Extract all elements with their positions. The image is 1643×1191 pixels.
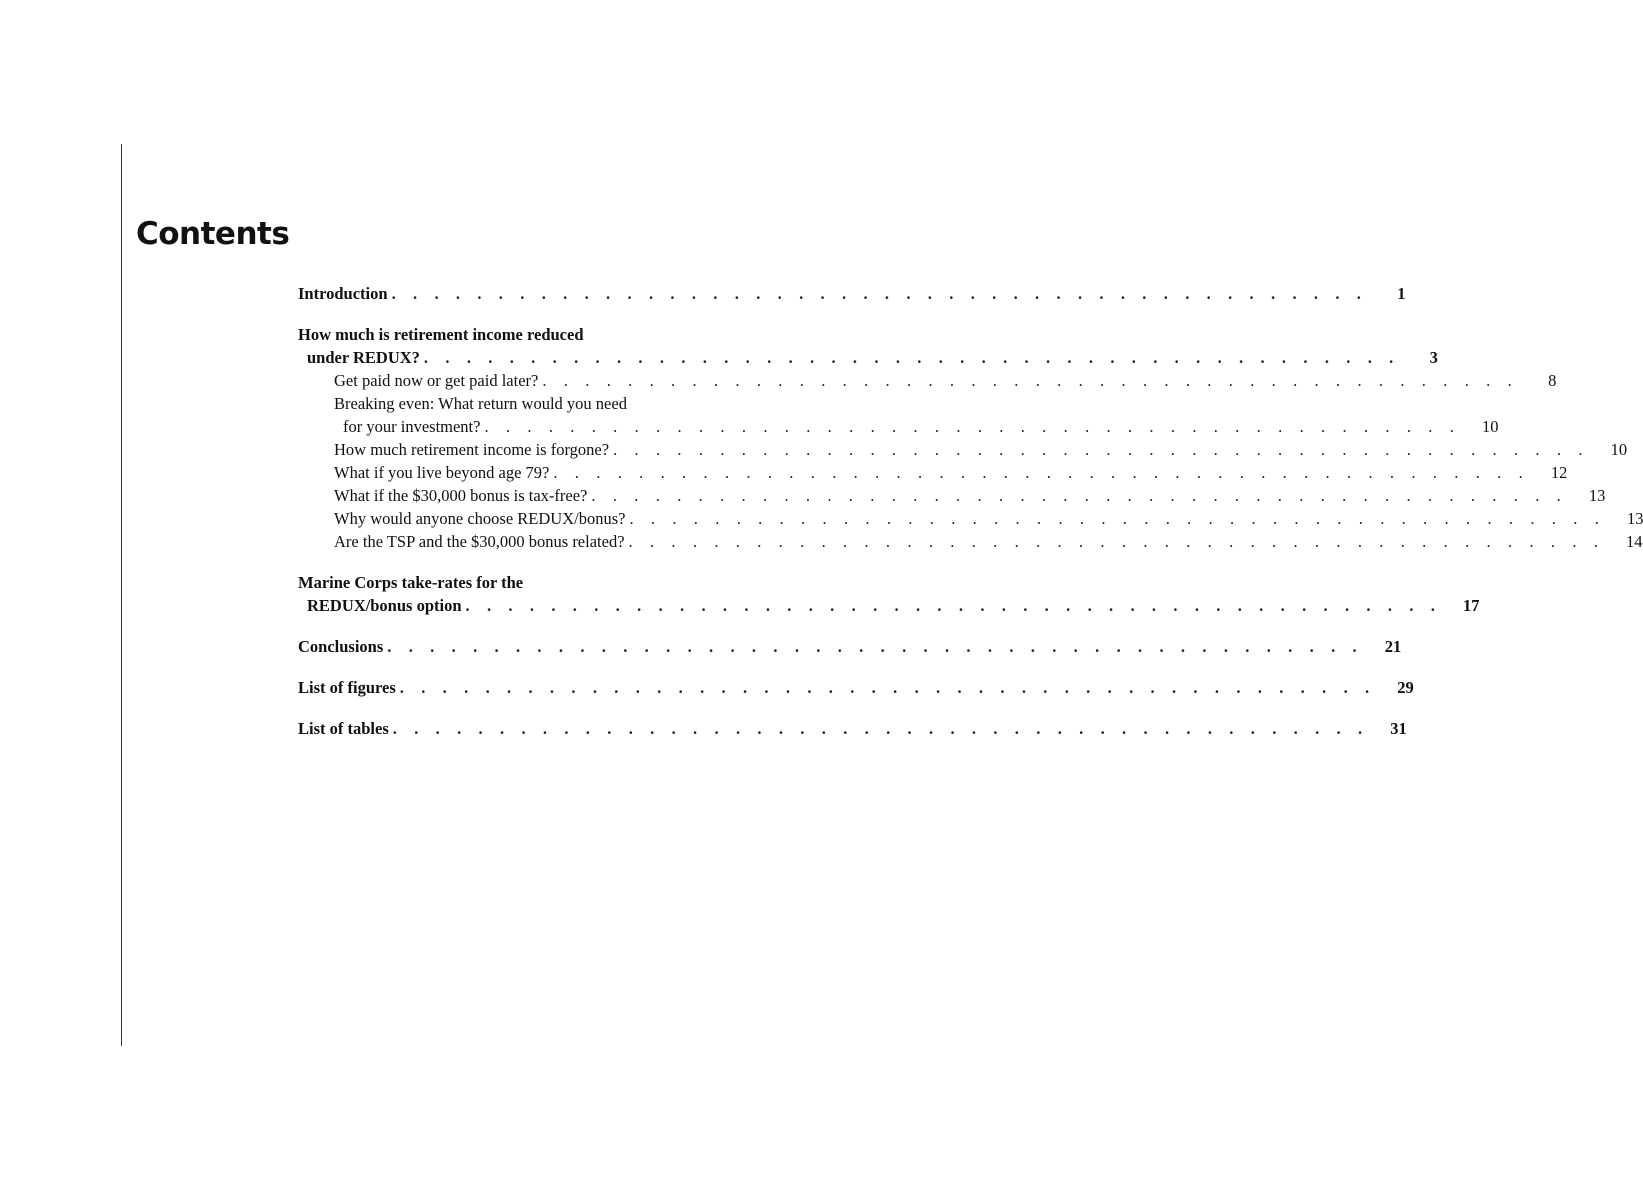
margin-rule — [121, 144, 122, 1046]
toc-subentry-why-choose[interactable] — [298, 507, 1643, 530]
toc-entry-title: Breaking even: What return would you need — [334, 394, 627, 413]
dot-leader: . . . . . . . . . . . . . . . . . . . . . . . . . . . . . . . . . . . . . . . . . . . . . . — [387, 637, 1364, 656]
toc-entry-title-continued: under REDUX? — [307, 348, 420, 367]
toc-entry-title: List of figures — [298, 678, 396, 697]
dot-leader: . . . . . . . . . . . . . . . . . . . . . . . . . . . . . . . . . . . . . . . . . . . . . . — [392, 719, 1369, 738]
dot-leader: . . . . . . . . . . . . . . . . . . . . . . . . . . . . . . . . . . . . . . . . . . . . . . — [465, 596, 1442, 615]
toc-entry-title-continued: for your investment? — [343, 417, 481, 436]
toc-entry-title: List of tables — [298, 719, 389, 738]
toc-page-number: 10 — [1481, 417, 1499, 436]
dot-leader: . . . . . . . . . . . . . . . . . . . . . . . . . . . . . . . . . . . . . . . . . . . . . . — [553, 463, 1530, 482]
dot-leader: . . . . . . . . . . . . . . . . . . . . . . . . . . . . . . . . . . . . . . . . . . . . . . — [629, 509, 1606, 528]
dot-leader: . . . . . . . . . . . . . . . . . . . . . . . . . . . . . . . . . . . . . . . . . . . . . . — [391, 284, 1368, 303]
toc-page-number: 8 — [1548, 371, 1557, 390]
toc-page-number: 12 — [1550, 463, 1568, 482]
toc-page-number: 1 — [1397, 284, 1406, 303]
dot-leader: . . . . . . . . . . . . . . . . . . . . . . . . . . . . . . . . . . . . . . . . . . . . . . — [613, 440, 1590, 459]
toc-subentry-income-forgone[interactable] — [298, 438, 1628, 461]
toc-entry-title: How much retirement income is forgone? — [334, 440, 610, 459]
toc-page-number: 29 — [1397, 678, 1414, 697]
toc-subentry-tsp-related[interactable] — [298, 530, 1643, 553]
dot-leader: . . . . . . . . . . . . . . . . . . . . . . . . . . . . . . . . . . . . . . . . . . . . . . — [628, 532, 1605, 551]
toc-subentry-breaking-even[interactable] — [298, 392, 1499, 438]
toc-entry-list-of-tables[interactable] — [298, 717, 1407, 740]
toc-page-number: 3 — [1429, 348, 1438, 367]
toc-entry-title: What if the $30,000 bonus is tax-free? — [334, 486, 588, 505]
toc-entry-title-line — [298, 415, 1499, 438]
table-of-contents — [298, 282, 1643, 740]
toc-entry-title-continued: REDUX/bonus option — [307, 596, 462, 615]
toc-entry-title-line — [298, 594, 1480, 617]
toc-entry-marine-corps[interactable] — [298, 571, 1480, 617]
toc-entry-title-line — [298, 571, 812, 594]
toc-entry-title: Why would anyone choose REDUX/bonus? — [334, 509, 626, 528]
dot-leader: . . . . . . . . . . . . . . . . . . . . . . . . . . . . . . . . . . . . . . . . . . . . . . — [399, 678, 1376, 697]
toc-entry-title: What if you live beyond age 79? — [334, 463, 550, 482]
toc-entry-title-line — [298, 323, 812, 346]
dot-leader: . . . . . . . . . . . . . . . . . . . . . . . . . . . . . . . . . . . . . . . . . . . . . . — [484, 417, 1461, 436]
dot-leader: . . . . . . . . . . . . . . . . . . . . . . . . . . . . . . . . . . . . . . . . . . . . . . — [423, 348, 1400, 367]
toc-page-number: 21 — [1384, 637, 1402, 656]
toc-entry-list-of-figures[interactable] — [298, 676, 1414, 699]
toc-entry-title: Marine Corps take-rates for the — [298, 573, 524, 592]
toc-page-number: 17 — [1463, 596, 1480, 615]
toc-entry-title: Conclusions — [298, 637, 384, 656]
toc-entry-title: Get paid now or get paid later? — [334, 371, 539, 390]
toc-subentry-paid-now-later[interactable] — [298, 369, 1557, 392]
dot-leader: . . . . . . . . . . . . . . . . . . . . . . . . . . . . . . . . . . . . . . . . . . . . . . — [542, 371, 1519, 390]
toc-entry-retirement-income[interactable] — [298, 323, 1438, 369]
toc-subentry-live-beyond[interactable] — [298, 461, 1568, 484]
toc-entry-title: How much is retirement income reduced — [298, 325, 584, 344]
toc-page-number: 31 — [1390, 719, 1407, 738]
page-title: Contents — [136, 216, 290, 252]
dot-leader: . . . . . . . . . . . . . . . . . . . . . . . . . . . . . . . . . . . . . . . . . . . . . . — [591, 486, 1568, 505]
toc-page-number: 14 — [1626, 532, 1643, 551]
toc-entry-conclusions[interactable] — [298, 635, 1402, 658]
toc-entry-title: Are the TSP and the $30,000 bonus related? — [334, 532, 625, 551]
toc-page-number: 10 — [1610, 440, 1628, 459]
toc-entry-title: Introduction — [298, 284, 388, 303]
toc-entry-introduction[interactable] — [298, 282, 1406, 305]
toc-page-number: 13 — [1626, 509, 1643, 528]
toc-subentry-tax-free[interactable] — [298, 484, 1606, 507]
toc-entry-title-line — [298, 346, 1438, 369]
toc-page-number: 13 — [1588, 486, 1606, 505]
toc-entry-title-line — [298, 392, 812, 415]
